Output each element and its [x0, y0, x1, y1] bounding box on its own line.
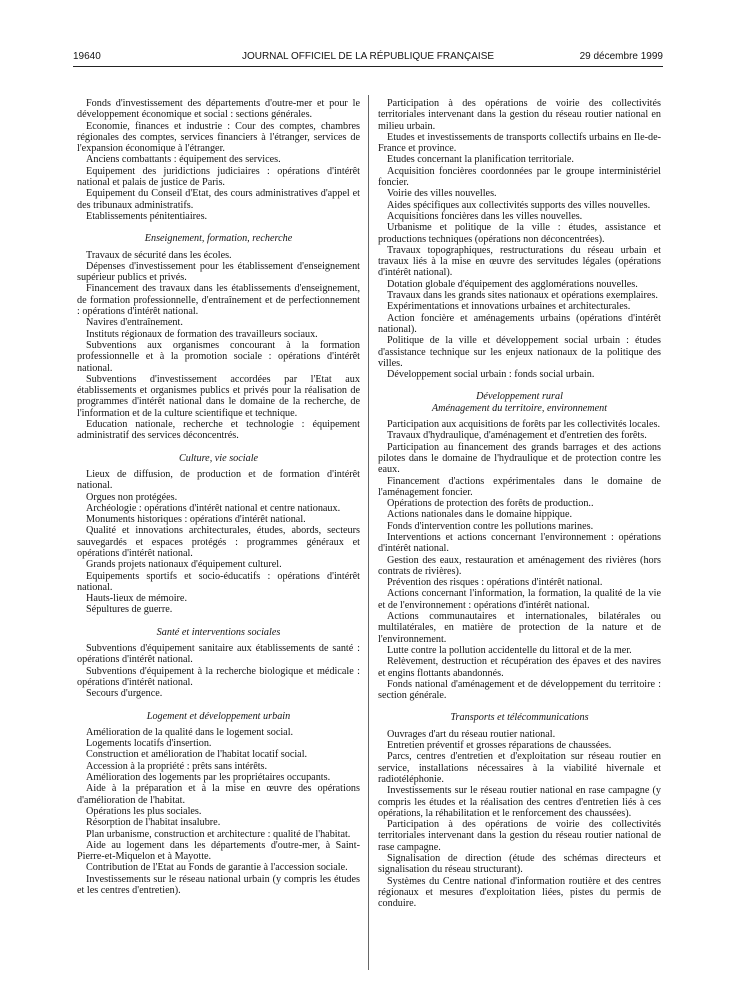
page-header	[73, 50, 663, 64]
section-continued	[77, 98, 360, 222]
list-item: Participation à des opérations de voirie des collectivités territoriales intervenant dans la gestion du réseau routier national en milieu urbain.	[378, 98, 661, 132]
list-item: Aides spécifiques aux collectivités supports des villes nouvelles.	[387, 199, 651, 211]
list-item: Archéologie : opérations d'intérêt national et centre nationaux.	[86, 502, 341, 514]
list-item: Politique de la ville et développement social urbain : études d'assistance technique sur les enjeux nationaux de la politique des villes.	[378, 335, 661, 369]
section-subtitle: Aménagement du territoire, environnement	[431, 402, 608, 414]
list-item: Fonds national d'aménagement et de développement du territoire : section générale.	[378, 678, 661, 702]
list-item: Opérations les plus sociales.	[86, 805, 202, 817]
section-sante-et-interventions-sociales	[77, 627, 360, 700]
column-divider	[368, 95, 369, 970]
list-item: Grands projets nationaux d'équipement culturel.	[86, 559, 282, 571]
list-item: Participation à des opérations de voirie des collectivités territoriales intervenant dans la gestion du réseau routier national de rase campagne.	[378, 819, 661, 853]
list-item: Action foncière et aménagements urbains (opérations d'intérêt national).	[378, 312, 661, 335]
list-item: Lutte contre la pollution accidentelle du littoral et de la mer.	[387, 644, 632, 656]
section-culture-vie-sociale	[77, 453, 360, 616]
list-item: Subventions d'équipement à la recherche biologique et médicale : opérations d'intérêt national.	[77, 665, 360, 688]
list-item: Aide à la préparation et à la mise en œuvre des opérations d'amélioration de l'habitat.	[77, 783, 360, 806]
list-item: Développement social urbain : fonds social urbain.	[387, 369, 595, 381]
list-item: Gestion des eaux, restauration et aménagement des rivières (hors contrats de rivières).	[378, 554, 661, 577]
left-column	[77, 98, 360, 896]
page-number: 19640	[73, 51, 101, 62]
list-item: Subventions d'équipement sanitaire aux établissements de santé : opérations d'intérêt national.	[77, 643, 360, 666]
list-item: Plan urbanisme, construction et architecture : qualité de l'habitat.	[86, 828, 351, 840]
list-item: Anciens combattants : équipement des services.	[86, 154, 281, 166]
list-item: Opérations de protection des forêts de production..	[387, 498, 594, 510]
list-item: Hauts-lieux de mémoire.	[86, 593, 187, 605]
list-item: Contribution de l'Etat au Fonds de garantie à l'accession sociale.	[86, 862, 348, 874]
list-item: Participation au financement des grands barrages et des actions pilotes dans le domaine de l'hydraulique et de protection contre les eaux.	[378, 441, 661, 476]
list-item: Accession à la propriété : prêts sans intérêts.	[86, 760, 268, 772]
section-developpement-rural	[378, 391, 661, 701]
list-item: Interventions et actions concernant l'environnement : opérations d'intérêt national.	[378, 531, 661, 555]
section-logement-et-developpement-urbain	[77, 711, 360, 897]
list-item: Actions communautaires et internationales, bilatérales ou multilatérales, en matière de protection de la nature et de l'environnement.	[378, 611, 661, 645]
list-item: Financement d'actions expérimentales dans le domaine de l'aménagement foncier.	[378, 475, 661, 498]
list-item: Investissements sur le réseau national urbain (y compris les études et les centres d'entretien).	[77, 873, 360, 896]
list-item: Etablissements pénitentiaires.	[86, 210, 208, 222]
section-title	[77, 453, 360, 464]
list-item: Etudes et investissements de transports collectifs urbains en Ile-de-France et province.	[378, 131, 661, 155]
list-item: Equipement du Conseil d'Etat, des cours administratives d'appel et des tribunaux administratifs.	[77, 188, 360, 211]
section-continued	[378, 98, 661, 380]
section-title	[378, 712, 661, 723]
list-item: Urbanisme et politique de la ville : études, assistance et productions techniques (opérations non déconcentrées).	[378, 222, 661, 245]
list-item: Travaux d'hydraulique, d'aménagement et d'entretien des forêts.	[387, 430, 647, 442]
list-item: Fonds d'investissement des départements d'outre-mer et pour le développement économique et social : sections générales.	[77, 98, 360, 121]
list-item: Actions concernant l'information, la formation, la qualité de la vie et de l'environnement : opérations d'intérêt national.	[378, 588, 661, 611]
list-item: Navires d'entraînement.	[86, 317, 183, 329]
section-title-text: Transports et télécommunications	[450, 712, 589, 724]
list-item: Amélioration des logements par les propriétaires occupants.	[86, 772, 331, 784]
list-item: Signalisation de direction (étude des schémas directeurs et signalisation du réseau structurant).	[378, 853, 661, 876]
section-title-text: Logement et développement urbain	[146, 710, 291, 722]
list-item: Travaux dans les grands sites nationaux et opérations exemplaires.	[387, 290, 658, 302]
list-item: Lieux de diffusion, de production et de formation d'intérêt national.	[77, 468, 360, 492]
section-title-text: Développement rural	[476, 391, 563, 403]
section-transports-et-telecommunications	[378, 712, 661, 909]
list-item: Amélioration de la qualité dans le logement social.	[86, 726, 294, 738]
list-item: Subventions d'investissement accordées par l'Etat aux établissements et organismes publics et privés pour la réalisation de programmes d'intérêt national dans le domaine de la recherche, de l'information et de la culture scientifique et technique.	[77, 373, 360, 419]
list-item: Equipements sportifs et socio-éducatifs : opérations d'intérêt national.	[77, 570, 360, 593]
header-rule	[73, 66, 663, 67]
section-title	[378, 391, 661, 414]
list-item: Relèvement, destruction et récupération des épaves et des navires et engins flottants abandonnés.	[378, 656, 661, 679]
list-item: Travaux topographiques, restructurations du réseau urbain et travaux liés à la mise en œuvre des servitudes légales (opérations d'intérêt national).	[378, 244, 661, 279]
list-item: Participation aux acquisitions de forêts par les collectivités locales.	[387, 419, 660, 431]
list-item: Résorption de l'habitat insalubre.	[86, 817, 221, 829]
right-column	[378, 98, 661, 909]
section-title	[77, 233, 360, 244]
list-item: Logements locatifs d'insertion.	[86, 738, 212, 750]
section-enseignement-formation-recherche	[77, 233, 360, 441]
list-item: Fonds d'intervention contre les pollutions marines.	[387, 520, 594, 532]
list-item: Investissements sur le réseau routier national en rase campagne (y compris les études et la réalisation des centres d'entretien liés à ces opérations, la réhabilitation et le renforcement des chaussées).	[378, 785, 661, 819]
list-item: Aide au logement dans les départements d'outre-mer, à Saint-Pierre-et-Miquelon et à Mayotte.	[77, 839, 360, 863]
list-item: Dépenses d'investissement pour les établissement d'enseignement supérieur publics et privés.	[77, 260, 360, 284]
journal-title: JOURNAL OFFICIEL DE LA RÉPUBLIQUE FRANÇAISE	[241, 51, 495, 62]
section-title	[77, 627, 360, 638]
list-item: Monuments historiques : opérations d'intérêt national.	[86, 514, 306, 526]
list-item: Acquisition foncières coordonnées par le groupe interministériel foncier.	[378, 165, 661, 189]
list-item: Dotation globale d'équipement des agglomérations nouvelles.	[387, 278, 638, 290]
list-item: Entretien préventif et grosses réparations de chaussées.	[387, 740, 612, 752]
section-title-text: Culture, vie sociale	[178, 452, 259, 464]
list-item: Travaux de sécurité dans les écoles.	[86, 249, 232, 261]
list-item: Instituts régionaux de formation des travailleurs sociaux.	[86, 328, 318, 340]
list-item: Parcs, centres d'entretien et d'exploitation sur réseau routier en service, installations nécessaires à la viabilité hivernale et radiotéléphonie.	[378, 751, 661, 785]
list-item: Equipement des juridictions judiciaires : opérations d'intérêt national et palais de justice de Paris.	[77, 165, 360, 189]
list-item: Subventions aux organismes concourant à la formation professionnelle et à la promotion sociale : opérations d'intérêt national.	[77, 339, 360, 374]
section-title-text: Santé et interventions sociales	[156, 626, 281, 638]
list-item: Secours d'urgence.	[86, 688, 163, 700]
list-item: Qualité et innovations architecturales, études, abords, secteurs sauvegardés et espaces protégés : programmes généraux et opérations d'intérêt national.	[77, 525, 360, 559]
section-title-text: Enseignement, formation, recherche	[144, 233, 293, 245]
list-item: Orgues non protégées.	[86, 491, 178, 503]
section-title	[77, 711, 360, 722]
list-item: Expérimentations et innovations urbaines et architecturales.	[387, 301, 631, 313]
list-item: Actions nationales dans le domaine hippique.	[387, 509, 573, 521]
list-item: Construction et amélioration de l'habitat locatif social.	[86, 749, 308, 761]
list-item: Voirie des villes nouvelles.	[387, 188, 497, 200]
list-item: Ouvrages d'art du réseau routier national.	[387, 728, 556, 740]
list-item: Systèmes du Centre national d'information routière et des centres régionaux et mesures d'exploitation liées, pistes du permis de conduire.	[378, 875, 661, 910]
issue-date: 29 décembre 1999	[579, 51, 663, 62]
list-item: Etudes concernant la planification territoriale.	[387, 154, 574, 166]
list-item: Sépultures de guerre.	[86, 604, 173, 616]
list-item: Education nationale, recherche et technologie : équipement administratif des services déconcentrés.	[77, 419, 360, 442]
list-item: Acquisitions foncières dans les villes nouvelles.	[387, 210, 583, 222]
list-item: Economie, finances et industrie : Cour des comptes, chambres régionales des comptes, services financiers à l'étranger, services de l'expansion économique à l'étranger.	[77, 120, 360, 155]
list-item: Financement des travaux dans les établissements d'enseignement, de formation professionnelle, d'entraînement et de perfectionnement : opérations d'intérêt national.	[77, 283, 360, 318]
list-item: Prévention des risques : opérations d'intérêt national.	[387, 577, 603, 589]
